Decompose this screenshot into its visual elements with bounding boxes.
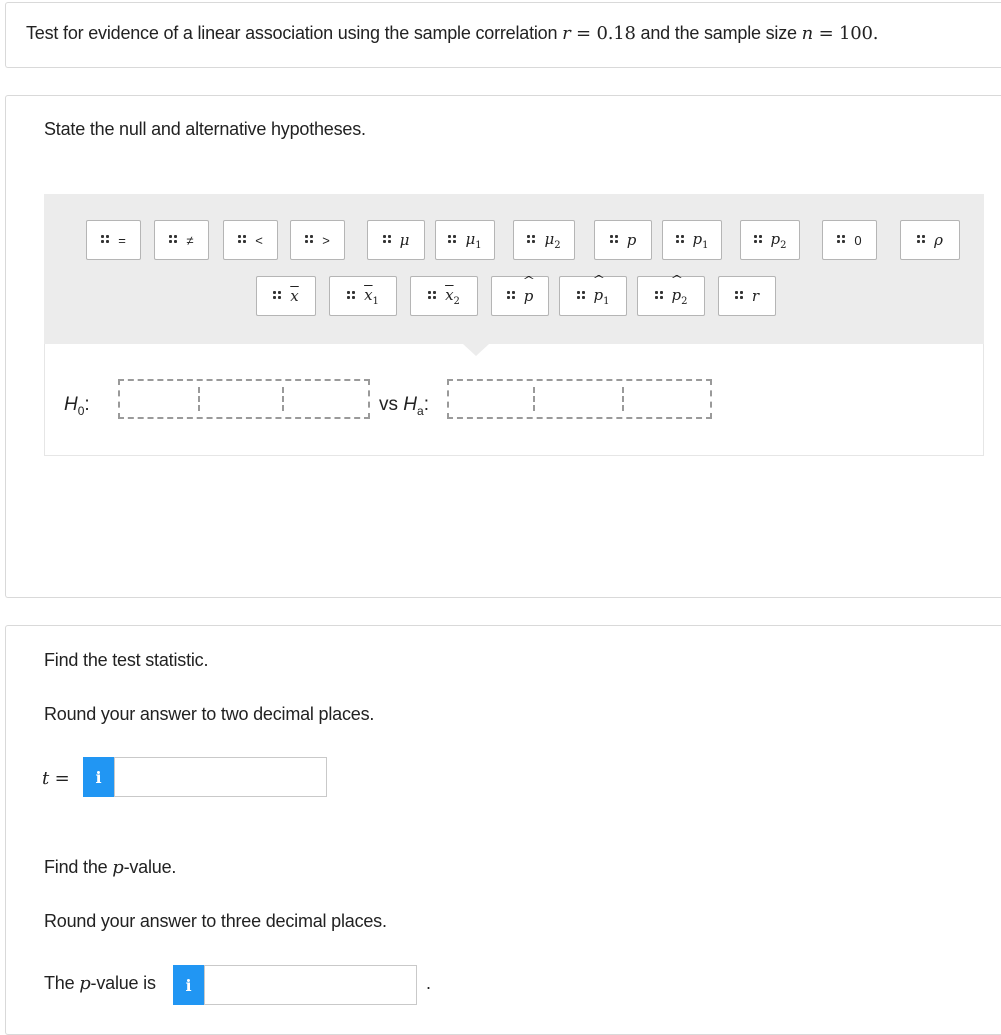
t-label <box>42 768 69 789</box>
tile-subscript: 2 <box>681 295 688 307</box>
null-hypothesis-label <box>64 394 90 418</box>
ha-colon: : <box>423 394 429 415</box>
drag-handle-icon <box>527 235 537 245</box>
tile-symbol <box>290 287 298 305</box>
tile-subscript: 1 <box>603 295 610 307</box>
equals-sign: = <box>49 768 70 789</box>
tile-subscript: 1 <box>702 239 709 251</box>
dropzone-divider <box>198 387 200 411</box>
drag-handle-icon <box>448 235 458 245</box>
palette-tile[interactable] <box>637 276 705 316</box>
tile-symbol <box>400 231 410 249</box>
null-hypothesis-dropzone[interactable] <box>118 379 370 419</box>
drag-handle-icon <box>837 235 847 245</box>
p-value-prompt-part: Find the <box>44 857 113 877</box>
equals-sign: = <box>813 23 839 44</box>
tile-symbol <box>255 233 263 248</box>
palette-tile[interactable] <box>513 220 575 260</box>
dropzone-divider <box>282 387 284 411</box>
r-symbol: r <box>562 23 571 44</box>
question-text-part: and the sample size <box>635 23 802 43</box>
test-statistic-prompt: Find the test statistic. <box>44 650 209 670</box>
drag-handle-icon <box>735 291 745 301</box>
palette-tile[interactable] <box>491 276 549 316</box>
p-value-prompt-part: -value. <box>123 857 177 877</box>
tile-symbol <box>693 230 709 251</box>
test-statistic-card <box>5 625 1001 1035</box>
test-statistic-info-icon[interactable]: i <box>83 757 114 797</box>
drag-handle-icon <box>383 235 393 245</box>
tile-symbol-glyph: > <box>322 232 330 248</box>
tile-subscript: 2 <box>780 239 787 251</box>
drag-handle-icon <box>169 235 179 245</box>
tile-symbol-glyph: ρ <box>934 231 943 249</box>
palette-tile[interactable] <box>223 220 278 260</box>
palette-tile[interactable] <box>740 220 800 260</box>
tile-symbol-glyph: μ <box>399 231 410 249</box>
p-value-rounding-note: Round your answer to three decimal places. <box>44 911 387 931</box>
palette-tile[interactable] <box>256 276 316 316</box>
palette-tile[interactable] <box>718 276 776 316</box>
drag-handle-icon <box>610 235 620 245</box>
p-symbol: p <box>79 973 91 994</box>
r-value: 0.18 <box>596 23 636 44</box>
alternative-hypothesis-label <box>379 394 429 418</box>
tile-symbol <box>322 233 330 248</box>
tile-symbol <box>672 286 688 307</box>
tile-symbol <box>186 233 193 248</box>
palette-tile[interactable] <box>594 220 652 260</box>
p-value-period: . <box>426 973 431 993</box>
tile-symbol <box>364 286 379 307</box>
drag-handle-icon <box>273 291 283 301</box>
h0-subscript: 0 <box>77 403 85 418</box>
tile-symbol <box>445 286 460 307</box>
palette-tile[interactable] <box>900 220 960 260</box>
tile-symbol <box>118 233 126 248</box>
h0-colon: : <box>84 394 90 415</box>
p-value-input[interactable] <box>204 965 417 1005</box>
palette-tile[interactable] <box>410 276 478 316</box>
tile-symbol-glyph: 0 <box>854 232 862 248</box>
tile-symbol-glyph: = <box>118 232 126 248</box>
tile-symbol-glyph: $\overline{x}$ <box>364 285 373 304</box>
tile-symbol <box>934 231 943 249</box>
tile-subscript: 1 <box>372 295 379 307</box>
tile-symbol-glyph: μ <box>465 229 476 248</box>
drag-handle-icon <box>428 291 438 301</box>
tile-symbol-glyph: p <box>692 229 703 248</box>
p-value-label-part: -value is <box>90 973 156 993</box>
p-value-label-part: The <box>44 973 80 993</box>
tile-symbol <box>524 287 534 305</box>
tile-subscript: 2 <box>453 295 460 307</box>
equals-sign: = <box>570 23 597 44</box>
tile-symbol <box>594 286 610 307</box>
tile-symbol-glyph: ^ p <box>672 286 682 304</box>
palette-tile[interactable] <box>86 220 141 260</box>
question-card <box>5 2 1001 68</box>
drag-handle-icon <box>577 291 587 301</box>
vs-text: vs <box>379 394 398 415</box>
tile-symbol-glyph: r <box>751 287 760 305</box>
tile-symbol <box>854 233 861 248</box>
palette-tile[interactable] <box>822 220 877 260</box>
test-statistic-rounding-note: Round your answer to two decimal places. <box>44 704 375 724</box>
tile-symbol-glyph: $\overline{x}$ <box>290 287 299 305</box>
p-value-label <box>44 973 156 994</box>
drag-handle-icon <box>347 291 357 301</box>
tile-symbol-glyph: p <box>770 229 781 248</box>
hypotheses-card <box>5 95 1001 598</box>
palette-tile[interactable] <box>559 276 627 316</box>
palette-tile[interactable] <box>290 220 345 260</box>
question-text-part: Test for evidence of a linear association using the sample correlation <box>26 23 563 43</box>
tile-subscript: 2 <box>554 239 561 251</box>
n-symbol: n <box>801 23 814 44</box>
drag-handle-icon <box>917 235 927 245</box>
t-symbol: t <box>42 768 50 789</box>
tile-symbol <box>544 230 560 251</box>
p-value-prompt <box>44 857 176 878</box>
hypotheses-prompt: State the null and alternative hypotheses. <box>44 119 366 139</box>
tile-symbol-glyph: $\overline{x}$ <box>445 285 454 304</box>
drag-handle-icon <box>676 235 686 245</box>
ha-subscript: a <box>417 403 424 418</box>
tile-symbol-glyph: p <box>626 231 637 249</box>
palette-tile[interactable] <box>367 220 425 260</box>
drag-handle-icon <box>101 235 111 245</box>
p-symbol: p <box>112 857 124 878</box>
palette-tile[interactable] <box>435 220 495 260</box>
drag-handle-icon <box>305 235 315 245</box>
ha-letter: H <box>403 394 418 415</box>
drag-handle-icon <box>754 235 764 245</box>
tile-subscript: 1 <box>475 239 482 251</box>
tile-symbol <box>771 230 787 251</box>
dropzone-divider <box>533 387 535 411</box>
tile-symbol <box>627 231 637 249</box>
tile-symbol <box>752 287 759 305</box>
tile-symbol-glyph: ^ p <box>524 287 534 305</box>
palette-tile[interactable] <box>154 220 209 260</box>
palette-tile[interactable] <box>662 220 722 260</box>
question-text <box>26 23 878 44</box>
drag-handle-icon <box>655 291 665 301</box>
tile-symbol-glyph: μ <box>544 229 555 248</box>
tile-symbol <box>465 230 481 251</box>
drag-handle-icon <box>507 291 517 301</box>
p-value-info-icon[interactable]: i <box>173 965 204 1005</box>
tile-symbol-glyph: ≠ <box>186 232 194 248</box>
h0-letter: H <box>64 394 78 415</box>
symbol-palette <box>44 194 984 344</box>
palette-pointer <box>463 344 489 356</box>
n-value: 100. <box>838 23 879 44</box>
drag-handle-icon <box>238 235 248 245</box>
tile-symbol-glyph: < <box>255 232 263 248</box>
palette-tile[interactable] <box>329 276 397 316</box>
tile-symbol-glyph: ^ p <box>594 286 604 304</box>
dropzone-divider <box>622 387 624 411</box>
test-statistic-input[interactable] <box>114 757 327 797</box>
alternative-hypothesis-dropzone[interactable] <box>447 379 712 419</box>
